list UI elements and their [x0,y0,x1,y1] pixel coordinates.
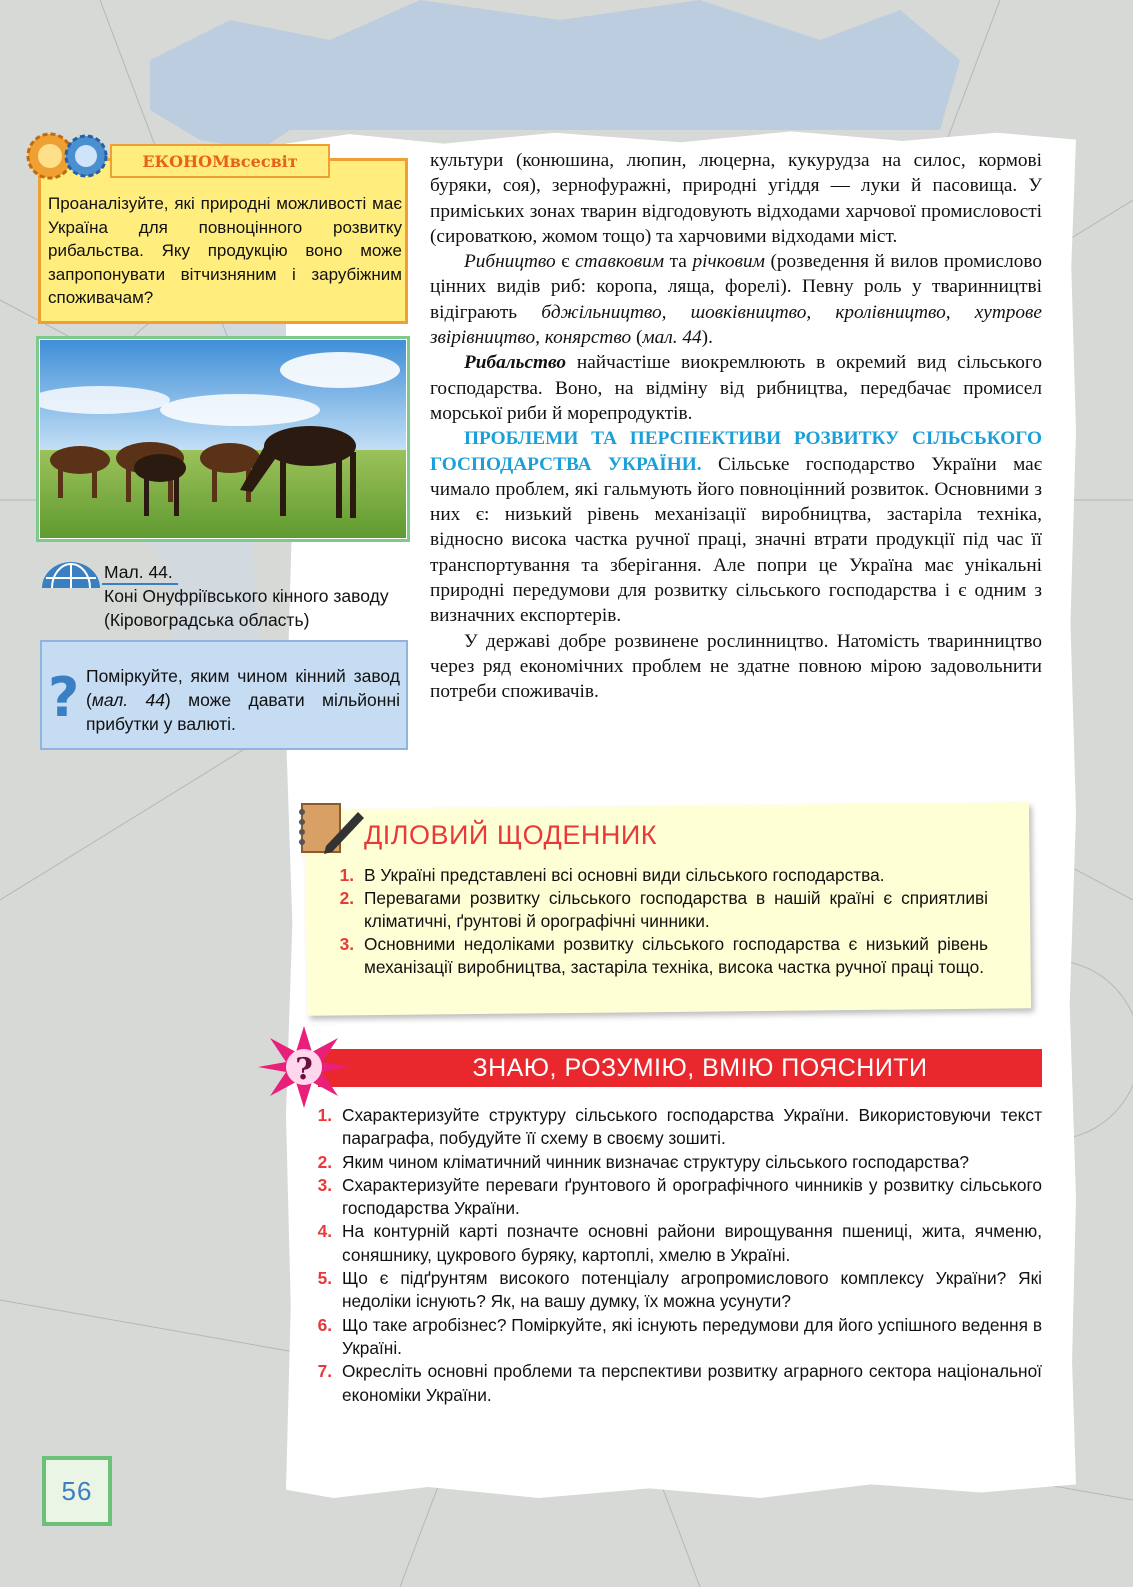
diary-list [328,864,988,979]
know-list [306,1104,1042,1407]
figure-caption-text: Коні Онуфріївського кінного заводу (Кіровоградська область) [104,586,389,630]
paragraph-4: ПРОБЛЕМИ ТА ПЕРСПЕКТИВИ РОЗВИТКУ СІЛЬСЬКОГО ГОСПОДАРСТВА УКРАЇНИ. Сільське господарство України має чимало проблем, які гальмують його повноцінний розвиток. Основними з них є: низький рівень механізації виробництва, застаріла техніка, відносно висока частка ручної праці, значні втрати продукції під час її транспортування та зберігання. Але попри це Україна має унікальні природні передумови для розвитку сільського господарства і є одним з визначних експортерів. [430,428,1043,627]
paragraph-2: Рибництво є ставковим та річковим (розведення й вилов промислово цінних видів риб: коропа, ляща, форелі). Певну роль у тваринництві відіграють бджільництво, шовківництво, кролівництво, хутрове звірівництво, конярство (мал. 44). [430,251,1042,349]
list-item: 3. Основними недоліками розвитку сільського господарства є низький рівень механізації виробництва, застаріла техніка, висока частка ручної праці тощо. [339,934,988,977]
list-item: 3. Схарактеризуйте переваги ґрунтового й орографічного чинників у розвитку сільського господарства України. [317,1174,1042,1219]
svg-text:?: ? [295,1052,313,1087]
paragraph-5: У державі добре розвинене рослинництво. Натомість тваринництво через ряд економічних проблем не здатне повною мірою задовольнити потреби споживачів. [430,630,1042,703]
question-burst-icon [258,1026,350,1108]
think-text: Поміркуйте, яким чином кінний завод (мал. 44) може давати мільйонні прибутки у валюті. [86,666,400,734]
paragraph-3: Рибальство найчастіше виокремлюють в окремий вид сільського господарства. Воно, на відміну від рибництва, передбачає промисел морської риби й морепродуктів. [430,352,1042,424]
paragraph-1: культури (конюшина, люпин, люцерна, кукурудза на силос, кормові буряки, соя), зернофуражні, природні угіддя — луки й пасовища. У приміських зонах тварин відгодовують відходами харчової промисловості (сироваткою, жомом тощо) та харчовими відходами міст. [430,150,1042,247]
main-text [430,148,1042,705]
list-item: 4. На контурній карті позначте основні райони вирощування пшениці, жита, ячменю, соняшнику, цукрового буряку, картоплі, хмелю в Україні. [317,1221,1042,1265]
figure-caption [104,560,409,632]
horses-image [40,340,406,538]
horses-photo [36,336,410,542]
list-item: 5. Що є підґрунтям високого потенціалу агропромислового комплексу України? Які недоліки існують? Як, на вашу думку, їх можна усунути? [317,1268,1042,1312]
question-mark-icon: ? [48,666,80,729]
diary-title: ДІЛОВИЙ ЩОДЕННИК [364,820,657,850]
gears-icon [22,124,114,186]
economy-tab: ЕКОНОМвсесвіт [110,144,330,178]
list-item: 2. Яким чином кліматичний чинник визначає структуру сільського господарства? [317,1151,969,1172]
section-heading: ПРОБЛЕМИ ТА ПЕРСПЕКТИВИ РОЗВИТКУ СІЛЬСЬКОГО ГОСПОДАРСТВА УКРАЇНИ. [430,428,1042,475]
notebook-pen-icon [296,800,366,858]
list-item: 6. Що таке агробізнес? Поміркуйте, які існують передумови для його успішного ведення в Україні. [317,1314,1042,1358]
economy-text: Проаналізуйте, які природні можливості має Україна для повноцінного розвитку рибальства. Яку продукцію воно може запропонувати вітчизняним і зарубіжним споживачам? [48,194,402,307]
list-item: 2. Перевагами розвитку сільського господарства в нашій країні є сприятливі кліматичні, ґрунтові й орографічні чинники. [339,888,988,931]
list-item: 1. Схарактеризуйте структуру сільського господарства України. Використовуючи текст параграфа, побудуйте її схему в своєму зошиті. [317,1105,1042,1149]
page-number-box [42,1456,112,1526]
list-item: 1. В Україні представлені всі основні види сільського господарства. [339,865,885,885]
globe-icon [40,560,102,588]
figure-number: Мал. 44. [104,562,173,582]
page-number: 56 [61,1475,93,1506]
know-title: ЗНАЮ, РОЗУМІЮ, ВМІЮ ПОЯСНИТИ [472,1053,928,1082]
list-item: 7. Окресліть основні проблеми та перспективи розвитку аграрного сектора національної економіки України. [317,1361,1042,1405]
